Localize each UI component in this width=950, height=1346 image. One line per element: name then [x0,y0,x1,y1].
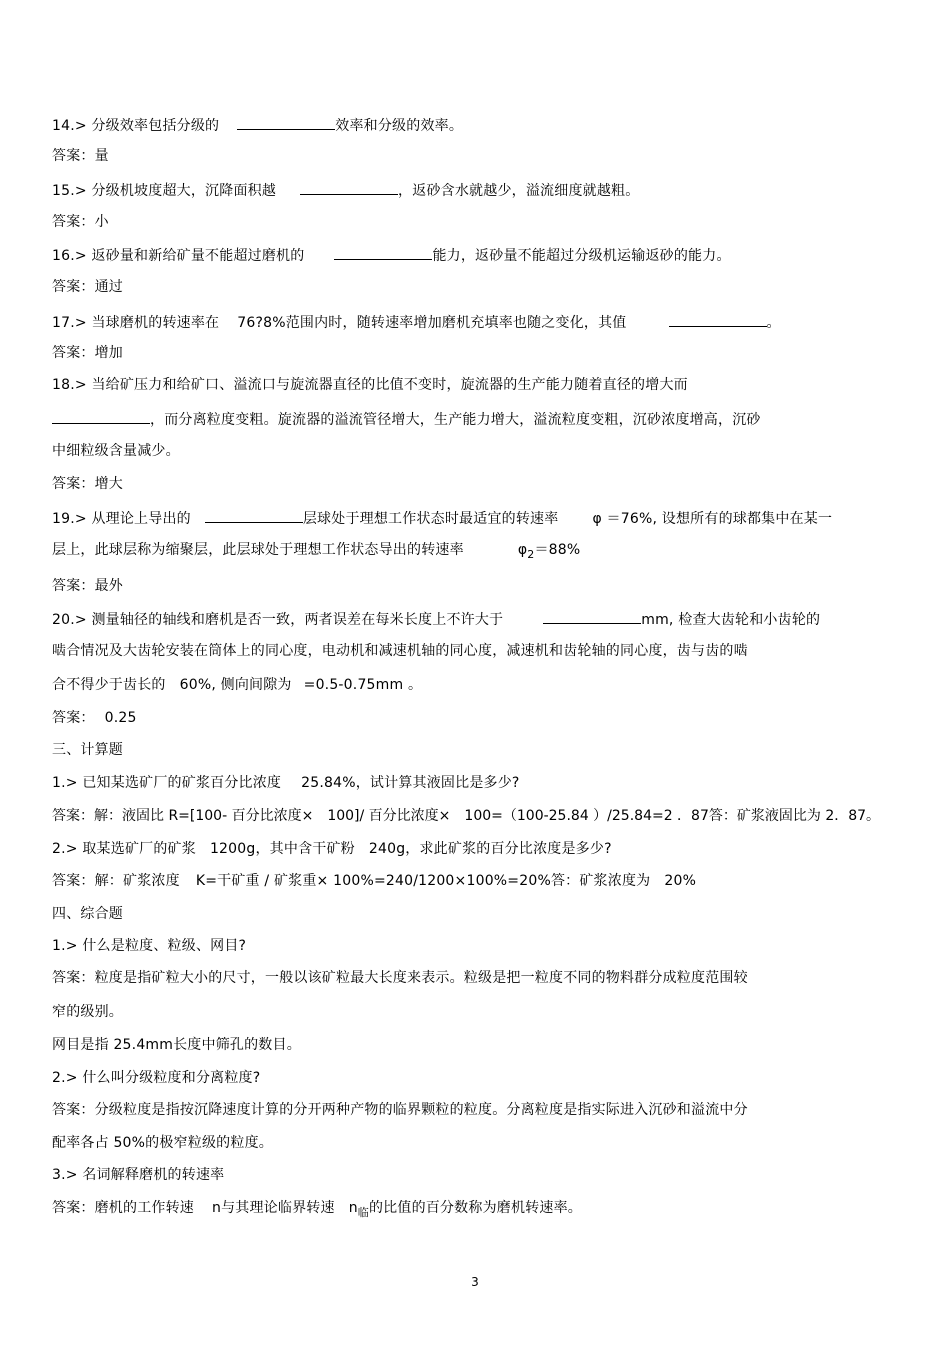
calc1-answer: 答案：解：液固比 R=[100- 百分比浓度× 100]/ 百分比浓度× 100=（100-25.84 ）/25.84=2 ．87答：矿浆液固比为 2．87。 [52,808,881,824]
q19-blank [205,508,303,523]
q16-blank [334,245,432,260]
s1-answer-line2: 窄的级别。 [52,1004,123,1020]
s2-answer-line2: 配率各占 50%的极窄粒级的粒度。 [52,1135,273,1151]
q18-line3: 中细粒级含量减少。 [52,443,180,459]
q20-line2: 啮合情况及大齿轮安装在筒体上的同心度，电动机和减速机轴的同心度，减速机和齿轮轴的同心度，齿与齿的啮 [52,643,748,659]
q15-line: 15.> 分级机坡度超大，沉降面积越 ，返砂含水就越少，溢流细度就越粗。 [52,180,639,200]
q18-answer: 答案：增大 [52,476,123,492]
s1-answer-line1: 答案：粒度是指矿粒大小的尺寸，一般以该矿粒最大长度来表示。粒级是把一粒度不同的物料群分成粒度范围较 [52,970,748,986]
q15-answer: 答案：小 [52,214,109,230]
q18-line2: ，而分离粒度变粗。旋流器的溢流管径增大，生产能力增大，溢流粒度变粗，沉砂浓度增高，沉砂 [52,409,761,429]
q15-blank [300,180,398,195]
section-comprehensive-heading: 四、综合题 [52,906,123,922]
q16-answer: 答案：通过 [52,279,123,295]
q20-blank [543,609,641,624]
s3-answer: 答案：磨机的工作转速 n与其理论临界转速 $n_临$的比值的百分数称为磨机转速率。 [52,1200,582,1219]
q19-answer: 答案：最外 [52,578,123,594]
section-calculation-heading: 三、计算题 [52,742,123,758]
s2-answer-line1: 答案：分级粒度是指按沉降速度计算的分开两种产物的临界颗粒的粒度。分离粒度是指实际进入沉砂和溢流中分 [52,1102,748,1118]
s1-question: 1.> 什么是粒度、粒级、网目? [52,938,247,954]
q18-line1: 18.> 当给矿压力和给矿口、溢流口与旋流器直径的比值不变时，旋流器的生产能力随着直径的增大而 [52,377,688,393]
q19-line2: 层上，此球层称为缩聚层，此层球处于理想工作状态导出的转速率 $\varphi_2=88\%$ [52,542,581,561]
q14-line: 14.> 分级效率包括分级的 效率和分级的效率。 [52,115,463,135]
q20-answer: 答案： 0.25 [52,710,137,726]
calc2-answer: 答案：解：矿浆浓度 K=干矿重 / 矿浆重× 100%=240/1200×100%=20%答：矿浆浓度为 20% [52,873,697,889]
page-number: 3 [471,1275,479,1289]
q14-answer: 答案：量 [52,148,109,164]
q20-line3: 合不得少于齿长的 60%, 侧向间隙为 =0.5-0.75mm 。 [52,677,423,693]
s2-question: 2.> 什么叫分级粒度和分离粒度? [52,1070,261,1086]
calc1-question: 1.> 已知某选矿厂的矿浆百分比浓度 25.84%，试计算其液固比是多少? [52,775,520,791]
calc2-question: 2.> 取某选矿厂的矿浆 1200g，其中含干矿粉 240g，求此矿浆的百分比浓度是多少? [52,841,612,857]
s1-answer-line3: 网目是指 25.4mm长度中筛孔的数目。 [52,1037,301,1053]
q18-blank [52,409,150,424]
q16-line: 16.> 返砂量和新给矿量不能超过磨机的 能力，返砂量不能超过分级机运输返砂的能力。 [52,245,731,265]
q17-answer: 答案：增加 [52,345,123,361]
q17-blank [669,312,767,327]
q19-line1: 19.> 从理论上导出的 层球处于理想工作状态时最适宜的转速率 φ ＝76%, 设想所有的球都集中在某一 [52,508,832,528]
q17-line: 17.> 当球磨机的转速率在 76?8%范围内时，随转速率增加磨机充填率也随之变化，其值 。 [52,312,781,332]
q20-line1: 20.> 测量轴径的轴线和磨机是否一致，两者误差在每米长度上不许大于 mm, 检查大齿轮和小齿轮的 [52,609,820,629]
q14-blank [237,115,335,130]
s3-question: 3.> 名词解释磨机的转速率 [52,1167,225,1183]
